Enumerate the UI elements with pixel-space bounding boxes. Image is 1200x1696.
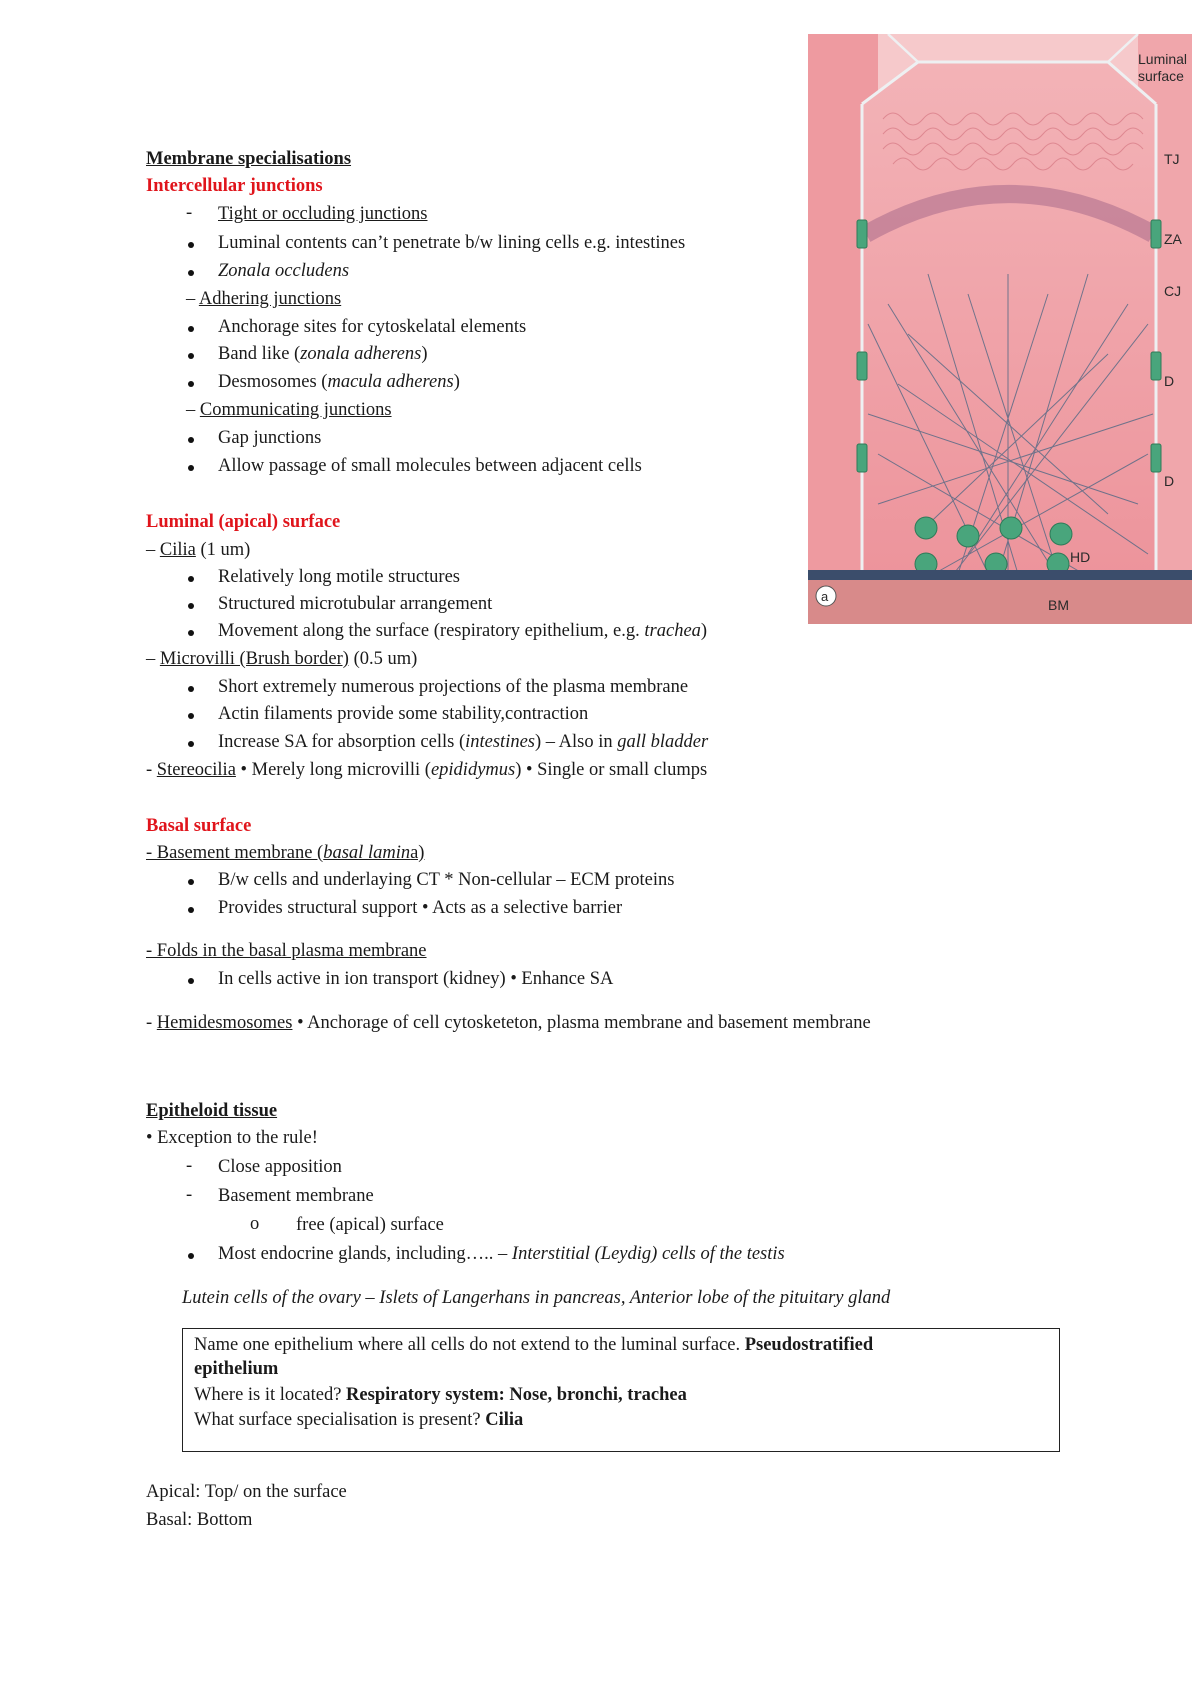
basement-membrane-band	[808, 570, 1192, 580]
label-luminal: Luminal	[1138, 51, 1188, 67]
dash-marker: -	[186, 1156, 193, 1176]
epitheloid-dash-1: Close apposition	[218, 1157, 342, 1177]
central-cell	[862, 62, 1156, 624]
bullet	[188, 713, 194, 719]
adhering-bullet-3: Desmosomes (macula adherens)	[218, 372, 460, 392]
tight-junctions: Tight or occluding junctions	[218, 204, 428, 224]
micro-bullet-3: Increase SA for absorption cells (intestines) – Also in gall bladder	[218, 732, 709, 752]
hemidesmosomes-label: Hemidesmosomes	[156, 1013, 293, 1033]
communicating-junctions: Communicating junctions	[199, 400, 392, 420]
bullet	[188, 465, 194, 471]
label-za: ZA	[1164, 231, 1182, 247]
bullet	[188, 437, 194, 443]
bullet	[188, 270, 194, 276]
epithelial-cell-junction-diagram	[808, 34, 1192, 624]
epitheloid-dash-2: Basement membrane	[218, 1186, 374, 1206]
bullet	[188, 603, 194, 609]
dash-marker: -	[186, 1185, 193, 1205]
epitheloid-bullet-1: Most endocrine glands, including….. – Interstitial (Leydig) cells of the testis	[218, 1244, 785, 1264]
cilia-label: Cilia	[159, 540, 196, 560]
label-d2: D	[1164, 473, 1175, 489]
cilia-line: – Cilia (1 um)	[146, 540, 251, 560]
bullet	[188, 1253, 194, 1259]
quiz-q2: Where is it located? Respiratory system: Nose, bronchi, trachea	[194, 1385, 687, 1405]
quiz-a1-cont: epithelium	[194, 1359, 279, 1379]
heading-membrane-specialisations: Membrane specialisations	[146, 149, 352, 169]
epitheloid-sub-1: free (apical) surface	[296, 1215, 444, 1235]
heading-basal-surface: Basal surface	[146, 816, 252, 836]
label-panel-a: a	[821, 589, 829, 604]
heading-luminal-surface: Luminal (apical) surface	[146, 512, 341, 532]
communicating-junctions-line: – Communicating junctions	[186, 400, 392, 420]
adhering-bullet-1: Anchorage sites for cytoskelatal elements	[218, 317, 527, 337]
hemidesmosomes-line: - Hemidesmosomes • Anchorage of cell cytosketeton, plasma membrane and basement membrane	[146, 1013, 871, 1033]
quiz-q3: What surface specialisation is present? Cilia	[194, 1410, 524, 1430]
micro-bullet-1: Short extremely numerous projections of the plasma membrane	[218, 677, 689, 697]
definition-basal: Basal: Bottom	[146, 1510, 253, 1530]
cilia-bullet-3: Movement along the surface (respiratory epithelium, e.g. trachea)	[218, 621, 708, 641]
bullet	[188, 978, 194, 984]
o-marker: o	[250, 1214, 260, 1234]
bullet	[188, 576, 194, 582]
bullet	[188, 630, 194, 636]
label-surface: surface	[1138, 68, 1184, 84]
heading-intercellular-junctions: Intercellular junctions	[146, 176, 323, 196]
definition-apical: Apical: Top/ on the surface	[146, 1482, 347, 1502]
bullet	[188, 381, 194, 387]
folds-basal-membrane: - Folds in the basal plasma membrane	[146, 941, 427, 961]
label-d1: D	[1164, 373, 1175, 389]
bullet	[188, 353, 194, 359]
folds-bullet-1: In cells active in ion transport (kidney) • Enhance SA	[218, 969, 614, 989]
stereocilia-label: Stereocilia	[156, 760, 236, 780]
dash-marker: -	[186, 203, 193, 223]
microvilli-label: Microvilli (Brush border)	[159, 649, 349, 669]
bm-bullet-2: Provides structural support • Acts as a selective barrier	[218, 898, 623, 918]
connective-tissue	[808, 580, 1192, 624]
adhering-junctions-line: – Adhering junctions	[186, 289, 342, 309]
microvilli-line: – Microvilli (Brush border) (0.5 um)	[146, 649, 418, 669]
label-cj: CJ	[1164, 283, 1182, 299]
cilia-bullet-1: Relatively long motile structures	[218, 567, 460, 587]
epitheloid-intro: • Exception to the rule!	[146, 1128, 318, 1148]
comm-bullet-1: Gap junctions	[218, 428, 322, 448]
adhering-bullet-2: Band like (zonala adherens)	[218, 344, 428, 364]
bm-bullet-1: B/w cells and underlaying CT * Non-cellular – ECM proteins	[218, 870, 675, 890]
heading-epitheloid-tissue: Epitheloid tissue	[146, 1101, 278, 1121]
label-tj: TJ	[1164, 151, 1180, 167]
bullet	[188, 907, 194, 913]
stereocilia-line: - Stereocilia • Merely long microvilli (epididymus) • Single or small clumps	[146, 760, 708, 780]
label-hd: HD	[1070, 549, 1091, 565]
cilia-bullet-2: Structured microtubular arrangement	[218, 594, 493, 614]
bullet	[188, 686, 194, 692]
micro-bullet-2: Actin filaments provide some stability,contraction	[218, 704, 589, 724]
adhering-junctions: Adhering junctions	[198, 289, 342, 309]
basement-membrane: - Basement membrane (basal lamina)	[146, 843, 425, 863]
bullet	[188, 242, 194, 248]
epitheloid-continuation: Lutein cells of the ovary – Islets of Langerhans in pancreas, Anterior lobe of the pituitary gland	[182, 1288, 891, 1308]
bullet	[188, 741, 194, 747]
bullet	[188, 326, 194, 332]
label-bm: BM	[1048, 597, 1069, 613]
comm-bullet-2: Allow passage of small molecules between adjacent cells	[218, 456, 642, 476]
tight-bullet-1: Luminal contents can’t penetrate b/w lining cells e.g. intestines	[218, 233, 686, 253]
quiz-q1: Name one epithelium where all cells do not extend to the luminal surface. Pseudostratified	[194, 1335, 874, 1355]
tight-bullet-2: Zonala occludens	[218, 261, 350, 281]
bullet	[188, 879, 194, 885]
